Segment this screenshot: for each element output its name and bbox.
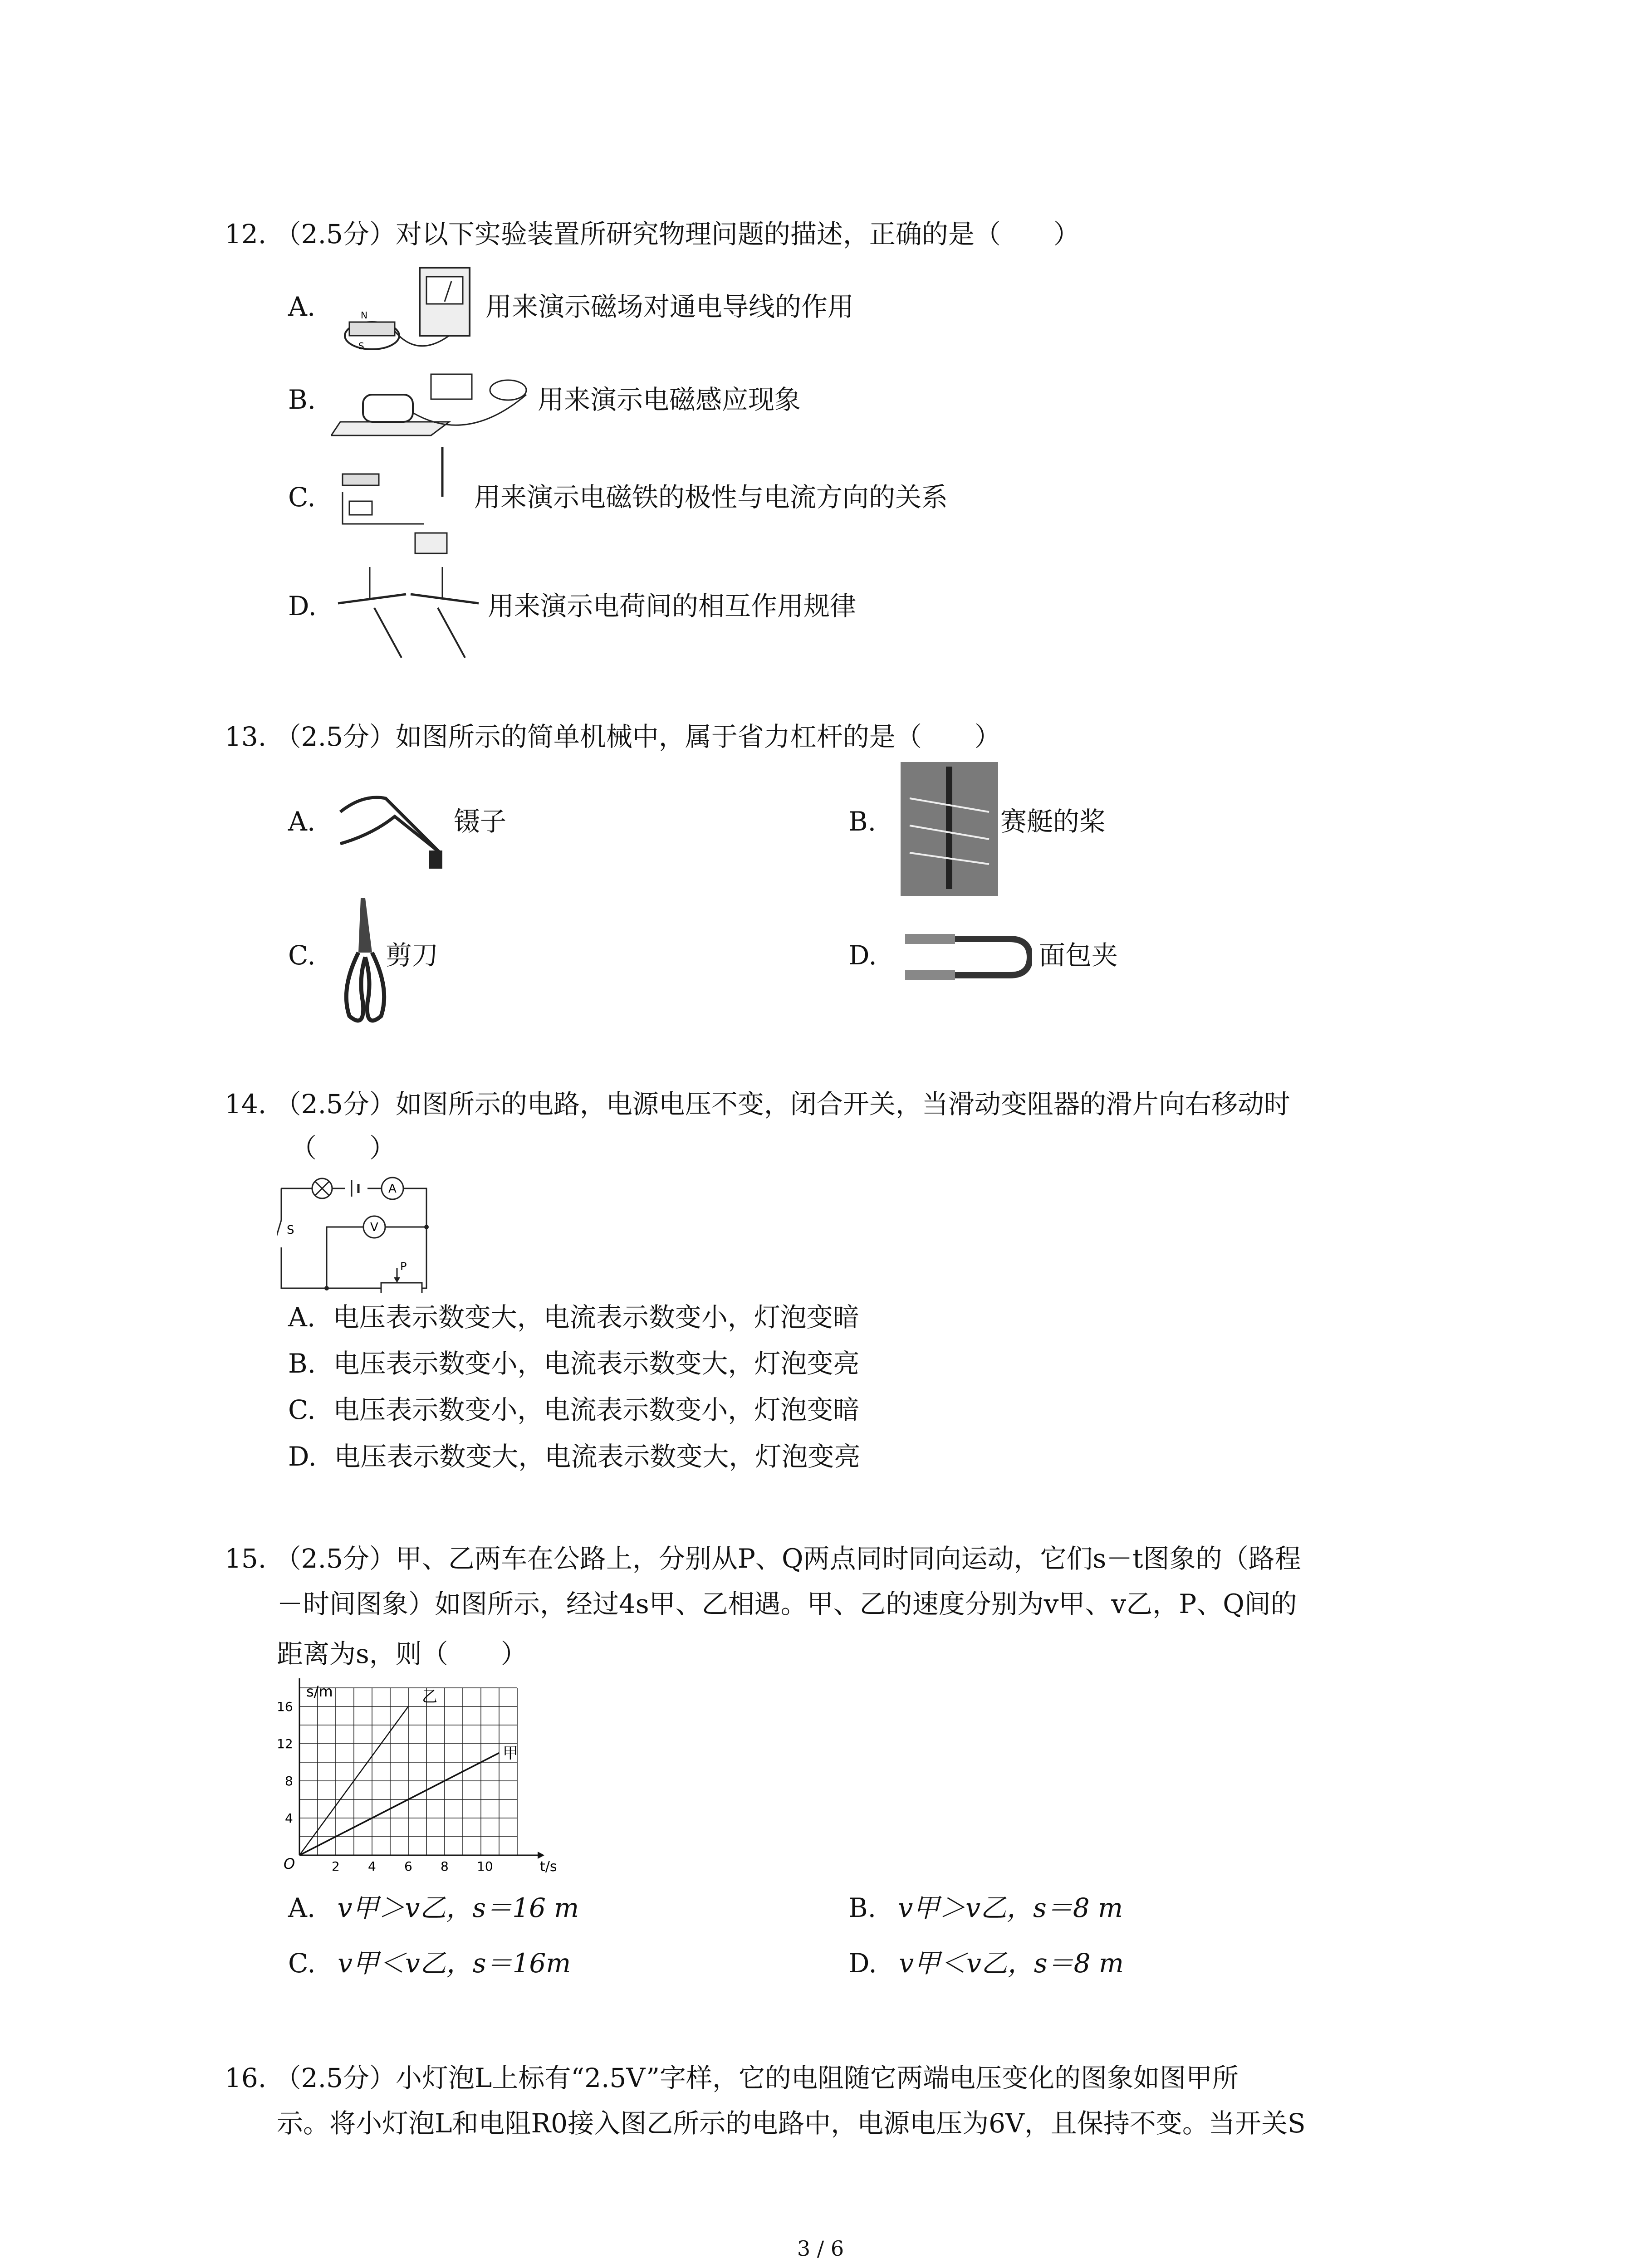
y-tick-label: 4 — [285, 1811, 293, 1826]
q14-option-b-letter: B. — [288, 1348, 316, 1379]
q14-option-d-text: 电压表示数变大，电流表示数变大，灯泡变亮 — [334, 1441, 861, 1472]
q15-option-b-letter: B. — [848, 1892, 877, 1923]
q13-option-c-text: 剪刀 — [386, 940, 439, 971]
q15-option-b — [848, 1892, 1123, 1924]
q14-option-a — [288, 1301, 859, 1334]
q12-option-c-text: 用来演示电磁铁的极性与电流方向的关系 — [474, 482, 948, 513]
q15-stem-line2: －时间图象）如图所示，经过4s甲、乙相遇。甲、乙的速度分别为v甲、v乙，P、Q间的 — [277, 1589, 1297, 1619]
q12-option-a-letter: A. — [288, 291, 316, 322]
x-tick-label: 6 — [404, 1859, 412, 1874]
series-label-jia: 甲 — [503, 1744, 518, 1763]
y-tick-label: 8 — [285, 1774, 293, 1789]
q15-option-a-letter: A. — [288, 1892, 316, 1923]
q15-option-a — [288, 1892, 579, 1924]
q14-option-b — [288, 1347, 860, 1380]
q15-option-c-text: v甲＜v乙，s＝16m — [338, 1948, 571, 1979]
q15-option-c-letter: C. — [288, 1948, 316, 1979]
x-axis-arrow — [538, 1852, 544, 1859]
q15-option-a-text: v甲＞v乙，s＝16 m — [337, 1892, 579, 1923]
y-tick-label: 12 — [277, 1736, 293, 1751]
q12-figure-d — [333, 567, 483, 667]
q14-ammeter-label: A — [388, 1182, 397, 1196]
q12-option-b-letter: B. — [288, 384, 316, 415]
series-label-yi: 乙 — [422, 1688, 437, 1706]
q16-line1: 16. （2.5分）小灯泡L上标有“2.5V”字样，它的电阻随它两端电压变化的图象如图甲所 — [225, 2063, 1239, 2093]
q14-stem-paren: （ ） — [290, 1133, 396, 1163]
q12-stem: 12. （2.5分）对以下实验装置所研究物理问题的描述，正确的是（ ） — [225, 219, 1080, 249]
q12-option-d-letter: D. — [288, 591, 317, 621]
q13-option-b-letter: B. — [848, 806, 877, 837]
q13-figure-a — [336, 785, 449, 871]
q12-option-d-text: 用来演示电荷间的相互作用规律 — [488, 591, 857, 621]
q14-stem: 14. （2.5分）如图所示的电路，电源电压不变，闭合开关，当滑动变阻器的滑片向右移动时 — [225, 1089, 1290, 1119]
q14-option-c-letter: C. — [288, 1394, 316, 1425]
q14-option-d — [288, 1440, 860, 1473]
q12-figure-a — [331, 259, 485, 363]
q13-option-a-text: 镊子 — [454, 806, 507, 837]
q12-option-a-text: 用来演示磁场对通电导线的作用 — [485, 291, 854, 322]
q14-option-a-text: 电压表示数变大，电流表示数变小，灯泡变暗 — [333, 1302, 859, 1333]
q12-figure-c — [333, 447, 470, 560]
q14-circuit-diagram — [277, 1175, 467, 1293]
svg-text:S: S — [358, 341, 364, 352]
q14-option-b-text: 电压表示数变小，电流表示数变大，灯泡变亮 — [333, 1348, 860, 1379]
q15-st-chart — [268, 1678, 567, 1878]
q15-stem-line3: 距离为s，则（ ） — [277, 1638, 527, 1669]
q13-option-c-letter: C. — [288, 940, 316, 971]
q14-option-c-text: 电压表示数变小，电流表示数变小，灯泡变暗 — [333, 1394, 860, 1425]
q13-option-d-text: 面包夹 — [1039, 940, 1118, 971]
page-number: 3 / 6 — [797, 2236, 844, 2261]
q15-option-d-text: v甲＜v乙，s＝8 m — [899, 1948, 1124, 1979]
q13-option-d-letter: D. — [848, 940, 877, 971]
q15-option-b-text: v甲＞v乙，s＝8 m — [898, 1892, 1123, 1923]
q13-figure-c — [340, 898, 390, 1030]
q13-option-a-letter: A. — [288, 806, 316, 837]
chart-xlabel: t/s — [540, 1859, 557, 1875]
series-line-jia — [299, 1753, 499, 1856]
q13-figure-b — [901, 762, 998, 896]
q13-figure-d — [901, 925, 1032, 989]
q13-stem: 13. （2.5分）如图所示的简单机械中，属于省力杠杆的是（ ） — [225, 721, 1001, 752]
q13-option-b-text: 赛艇的桨 — [1000, 806, 1106, 837]
y-tick-label: 16 — [277, 1699, 293, 1714]
q15-option-d — [848, 1947, 1124, 1980]
q14-option-a-letter: A. — [288, 1302, 316, 1333]
x-tick-label: 10 — [477, 1859, 493, 1874]
chart-ylabel: s/m — [306, 1683, 333, 1700]
q12-option-b-text: 用来演示电磁感应现象 — [538, 384, 801, 415]
q14-voltmeter-label: V — [370, 1221, 378, 1234]
q15-option-c — [288, 1947, 571, 1980]
q12-option-c-letter: C. — [288, 482, 316, 513]
q14-option-c — [288, 1393, 859, 1426]
q15-option-d-letter: D. — [848, 1948, 877, 1979]
chart-origin-label: O — [284, 1855, 295, 1872]
x-tick-label: 4 — [368, 1859, 376, 1874]
x-tick-label: 8 — [441, 1859, 449, 1874]
svg-text:N: N — [361, 310, 367, 321]
q14-slider-label: P — [400, 1260, 407, 1273]
q15-stem-line1: 15. （2.5分）甲、乙两车在公路上，分别从P、Q两点同时同向运动，它们s－t图象的（路程 — [225, 1543, 1301, 1574]
x-tick-label: 2 — [332, 1859, 340, 1874]
q12-figure-b — [331, 363, 535, 445]
q14-option-d-letter: D. — [288, 1441, 317, 1472]
q14-switch-label: S — [287, 1223, 294, 1237]
q16-line2: 示。将小灯泡L和电阻R0接入图乙所示的电路中，电源电压为6V，且保持不变。当开关S — [277, 2108, 1306, 2139]
